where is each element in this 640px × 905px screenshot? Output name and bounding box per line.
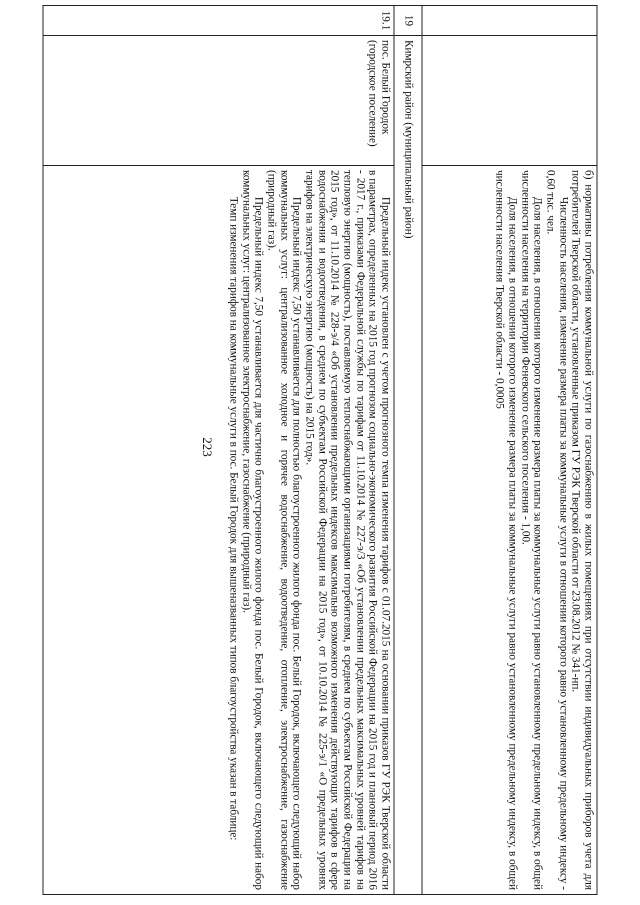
paragraph: Доля населения, в отношении которого изменение размера платы за коммунальные услуги равно установленному предельному индексу, в общей численности населения на территории Феневского сельского поселения - 1,00. bbox=[519, 170, 544, 890]
page-number: 223 bbox=[200, 437, 215, 457]
paragraph: Предельный индекс установлен с учетом прогнозного темпа изменения тарифов с 01.07.2015 на основании приказов ГУ РЭК Тверской области в параметрах, определенных на 2015 год прогнозом социально-экономического развития Российской Федерации на 2015 год и плановый период 2016 - 2017 г., приказами Федеральной службы по тарифам от 11.10.2014 № 227-э/3 «Об установлении предельных максимальных уровней тарифов на тепловую энергию (мощность), поставляемую теплоснабжающими организациями потребителям, в среднем по субъектам Российской Федерации на 2015 год», от 11.10.2014 № 228-э/4 «Об установлении предельных индексов максимально возможного изменения действующих тарифов в сфере водоснабжения и водоотведения, в среднем по субъектам Российской Федерации на 2015 год», от 10.10.2014 № 225-э/1 «О предельных уровнях тарифов на электрическую энергию (мощность) на 2015 год». bbox=[303, 170, 392, 890]
paragraph: б) нормативы потребления коммунальной услуги по газоснабжению в жилых помещениях при отсутствии индивидуальных приборов учета для потребителей Тверской области, установленные приказом ГУ РЭК Тверской области от 23.08.2012 № 341-нп. bbox=[569, 170, 595, 890]
table-row bbox=[43, 6, 394, 895]
paragraph: Численность населения, изменение размера платы за коммунальные услуги в отношении которого равно установленному предельному индексу - 0,60 тыс. чел. bbox=[544, 170, 570, 890]
rotated-page bbox=[43, 5, 598, 895]
section-title: Кимрский район (муниципальный район) bbox=[394, 36, 422, 895]
index-table bbox=[43, 5, 598, 895]
top-row-text bbox=[422, 166, 597, 895]
paragraph: Предельный индекс 7,50 устанавливается для полностью благоустроенного жилого фонда пос. Белый Городок, включающего следующий набор коммунальных услуг: централизованное холодное и горячее водоснабжение, водоотведение, отопление, электроснабжение, газоснабжение (природный газ). bbox=[265, 170, 303, 890]
section-row bbox=[394, 6, 422, 895]
paragraph: Темп изменения тарифов на коммунальные услуги в пос. Белый Городок для вышеназванных типов благоустройства указан в таблице: bbox=[227, 196, 240, 841]
entry-text bbox=[43, 166, 394, 895]
municipality-name: пос. Белый Городок (городское поселение) bbox=[43, 36, 394, 166]
paragraph: Предельный индекс 7,50 устанавливается для частично благоустроенного жилого фонда пос. Белый Городок, включающего следующий набор коммунальных услуг: централизованное электроснабжение, газоснабжение (природный газ). bbox=[240, 170, 265, 890]
paragraph: Доля населения, в отношении которого изменение размера платы за коммунальные услуги равно установленному предельному индексу, в общей численности населения Тверской области - 0,0005 bbox=[493, 170, 519, 890]
section-number: 19 bbox=[394, 6, 422, 36]
table-row bbox=[422, 6, 597, 895]
entry-number: 19.1 bbox=[43, 6, 394, 36]
